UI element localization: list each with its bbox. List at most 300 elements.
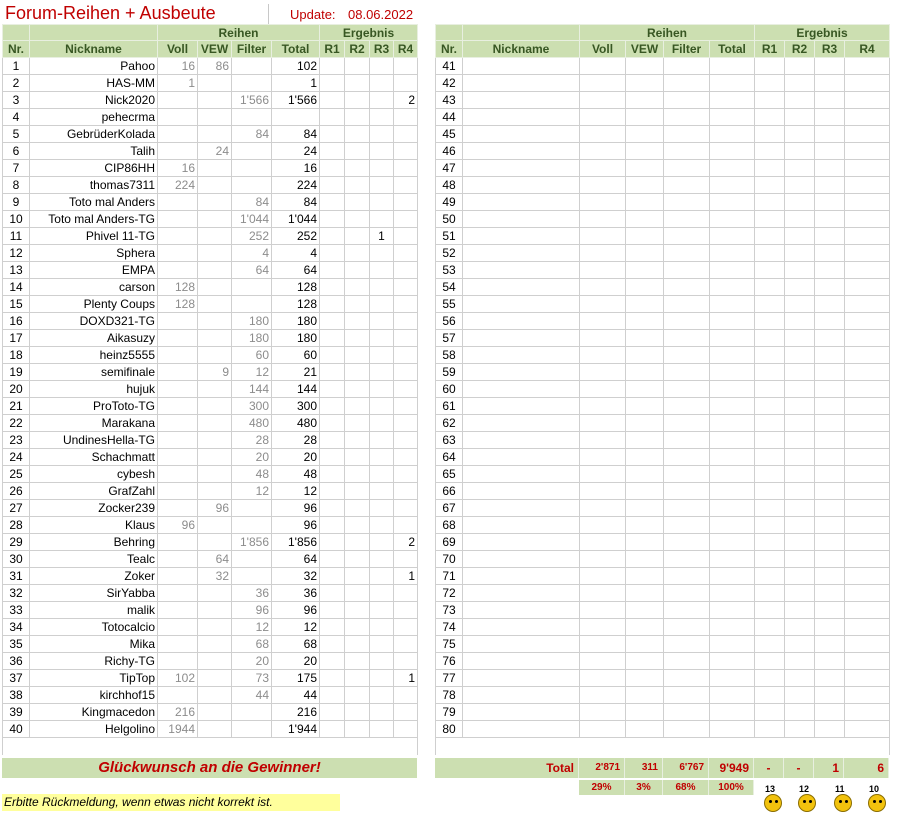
cell-empty[interactable]: [845, 245, 890, 262]
cell-empty[interactable]: [845, 670, 890, 687]
cell-filter[interactable]: 68: [232, 636, 272, 653]
cell-filter[interactable]: 12: [232, 364, 272, 381]
cell-nick[interactable]: Talih: [30, 143, 158, 160]
cell-total[interactable]: 20: [272, 449, 320, 466]
cell-empty[interactable]: [710, 602, 755, 619]
table-row[interactable]: [436, 602, 890, 619]
cell-nick[interactable]: Klaus: [30, 517, 158, 534]
cell-filter[interactable]: [232, 75, 272, 92]
cell-nick[interactable]: Nick2020: [30, 92, 158, 109]
cell-r1[interactable]: [320, 636, 345, 653]
cell-r4[interactable]: [394, 143, 418, 160]
cell-empty[interactable]: [626, 704, 664, 721]
cell-empty[interactable]: [710, 211, 755, 228]
cell-empty[interactable]: [815, 653, 845, 670]
cell-empty[interactable]: [664, 568, 710, 585]
cell-empty[interactable]: [755, 534, 785, 551]
cell-empty[interactable]: [755, 551, 785, 568]
cell-nr[interactable]: 11: [3, 228, 30, 245]
cell-empty[interactable]: [815, 364, 845, 381]
cell-empty[interactable]: [815, 279, 845, 296]
cell-empty[interactable]: [845, 398, 890, 415]
cell-filter[interactable]: [232, 568, 272, 585]
cell-empty[interactable]: [664, 466, 710, 483]
cell-voll[interactable]: 216: [158, 704, 198, 721]
cell-empty[interactable]: [664, 330, 710, 347]
cell-empty[interactable]: [626, 296, 664, 313]
cell-empty[interactable]: [580, 194, 626, 211]
cell-nr[interactable]: 13: [3, 262, 30, 279]
cell-empty[interactable]: [845, 92, 890, 109]
cell-empty[interactable]: [626, 228, 664, 245]
cell-empty[interactable]: [785, 449, 815, 466]
cell-total[interactable]: 102: [272, 58, 320, 75]
cell-r3[interactable]: [370, 330, 394, 347]
cell-empty[interactable]: [755, 177, 785, 194]
cell-r1[interactable]: [320, 58, 345, 75]
cell-r2[interactable]: [345, 381, 370, 398]
cell-empty[interactable]: [580, 704, 626, 721]
cell-empty[interactable]: [580, 551, 626, 568]
cell-empty[interactable]: [710, 398, 755, 415]
cell-empty[interactable]: [664, 364, 710, 381]
cell-empty[interactable]: [580, 432, 626, 449]
cell-empty[interactable]: [580, 228, 626, 245]
cell-filter[interactable]: 44: [232, 687, 272, 704]
cell-filter[interactable]: 28: [232, 432, 272, 449]
cell-empty[interactable]: [755, 721, 785, 738]
table-row[interactable]: [3, 619, 418, 636]
cell-empty[interactable]: [463, 245, 580, 262]
cell-total[interactable]: 44: [272, 687, 320, 704]
cell-filter[interactable]: 36: [232, 585, 272, 602]
cell-r1[interactable]: [320, 194, 345, 211]
cell-empty[interactable]: [815, 109, 845, 126]
cell-nick[interactable]: CIP86HH: [30, 160, 158, 177]
cell-empty[interactable]: [845, 466, 890, 483]
cell-voll[interactable]: [158, 466, 198, 483]
cell-vew[interactable]: [198, 296, 232, 313]
cell-vew[interactable]: [198, 517, 232, 534]
cell-empty[interactable]: [710, 483, 755, 500]
cell-vew[interactable]: [198, 704, 232, 721]
cell-empty[interactable]: [755, 245, 785, 262]
cell-nick[interactable]: Kingmacedon: [30, 704, 158, 721]
cell-r3[interactable]: [370, 347, 394, 364]
cell-empty[interactable]: [785, 160, 815, 177]
cell-empty[interactable]: [785, 381, 815, 398]
cell-filter[interactable]: 180: [232, 313, 272, 330]
cell-vew[interactable]: [198, 109, 232, 126]
cell-empty[interactable]: [785, 211, 815, 228]
cell-nick[interactable]: Richy-TG: [30, 653, 158, 670]
cell-empty[interactable]: [710, 449, 755, 466]
cell-empty[interactable]: [785, 58, 815, 75]
cell-empty[interactable]: [664, 211, 710, 228]
cell-empty[interactable]: [710, 585, 755, 602]
cell-r2[interactable]: [345, 330, 370, 347]
cell-r3[interactable]: [370, 313, 394, 330]
cell-r1[interactable]: [320, 619, 345, 636]
cell-empty[interactable]: [815, 194, 845, 211]
cell-r3[interactable]: [370, 245, 394, 262]
cell-nick[interactable]: EMPA: [30, 262, 158, 279]
cell-r2[interactable]: [345, 347, 370, 364]
cell-nr[interactable]: 41: [436, 58, 463, 75]
cell-empty[interactable]: [845, 228, 890, 245]
cell-r3[interactable]: [370, 160, 394, 177]
table-row[interactable]: [436, 109, 890, 126]
cell-nr[interactable]: 79: [436, 704, 463, 721]
cell-empty[interactable]: [626, 313, 664, 330]
table-row[interactable]: [436, 160, 890, 177]
table-row[interactable]: [3, 534, 418, 551]
cell-nick[interactable]: thomas7311: [30, 177, 158, 194]
cell-empty[interactable]: [626, 177, 664, 194]
cell-empty[interactable]: [664, 500, 710, 517]
cell-empty[interactable]: [845, 177, 890, 194]
cell-r3[interactable]: [370, 551, 394, 568]
cell-empty[interactable]: [463, 721, 580, 738]
cell-total[interactable]: 64: [272, 262, 320, 279]
table-row[interactable]: [3, 364, 418, 381]
cell-total[interactable]: 1'044: [272, 211, 320, 228]
cell-empty[interactable]: [580, 670, 626, 687]
cell-r1[interactable]: [320, 92, 345, 109]
cell-empty[interactable]: [845, 143, 890, 160]
cell-empty[interactable]: [815, 381, 845, 398]
cell-empty[interactable]: [785, 92, 815, 109]
cell-nr[interactable]: 72: [436, 585, 463, 602]
cell-r1[interactable]: [320, 704, 345, 721]
cell-nr[interactable]: 35: [3, 636, 30, 653]
cell-filter[interactable]: [232, 160, 272, 177]
cell-nick[interactable]: Behring: [30, 534, 158, 551]
cell-empty[interactable]: [580, 585, 626, 602]
cell-filter[interactable]: 64: [232, 262, 272, 279]
col-header-nr[interactable]: Nr.: [436, 41, 463, 58]
cell-empty[interactable]: [710, 619, 755, 636]
cell-nr[interactable]: 50: [436, 211, 463, 228]
cell-empty[interactable]: [626, 687, 664, 704]
cell-r2[interactable]: [345, 483, 370, 500]
cell-nr[interactable]: 12: [3, 245, 30, 262]
col-header-voll[interactable]: Voll: [158, 41, 198, 58]
table-row[interactable]: [436, 279, 890, 296]
cell-empty[interactable]: [710, 262, 755, 279]
table-row[interactable]: [3, 517, 418, 534]
cell-r2[interactable]: [345, 415, 370, 432]
cell-empty[interactable]: [815, 92, 845, 109]
cell-empty[interactable]: [626, 381, 664, 398]
cell-empty[interactable]: [785, 347, 815, 364]
cell-empty[interactable]: [785, 177, 815, 194]
cell-filter[interactable]: 96: [232, 602, 272, 619]
table-row[interactable]: [436, 687, 890, 704]
cell-filter[interactable]: [232, 109, 272, 126]
cell-nr[interactable]: 5: [3, 126, 30, 143]
col-header-voll[interactable]: Voll: [580, 41, 626, 58]
cell-nick[interactable]: hujuk: [30, 381, 158, 398]
cell-empty[interactable]: [710, 313, 755, 330]
cell-empty[interactable]: [815, 160, 845, 177]
cell-voll[interactable]: [158, 143, 198, 160]
cell-r3[interactable]: [370, 296, 394, 313]
cell-nr[interactable]: 29: [3, 534, 30, 551]
cell-total[interactable]: 1'566: [272, 92, 320, 109]
cell-empty[interactable]: [845, 483, 890, 500]
cell-r1[interactable]: [320, 160, 345, 177]
cell-r2[interactable]: [345, 432, 370, 449]
cell-empty[interactable]: [626, 534, 664, 551]
cell-r4[interactable]: [394, 432, 418, 449]
table-row[interactable]: [3, 602, 418, 619]
table-row[interactable]: [3, 228, 418, 245]
cell-empty[interactable]: [463, 313, 580, 330]
cell-empty[interactable]: [845, 364, 890, 381]
cell-empty[interactable]: [845, 415, 890, 432]
cell-vew[interactable]: [198, 466, 232, 483]
cell-r2[interactable]: [345, 500, 370, 517]
cell-voll[interactable]: [158, 347, 198, 364]
cell-nick[interactable]: malik: [30, 602, 158, 619]
cell-empty[interactable]: [755, 211, 785, 228]
col-header-r4[interactable]: R4: [394, 41, 418, 58]
cell-nr[interactable]: 39: [3, 704, 30, 721]
cell-empty[interactable]: [755, 126, 785, 143]
cell-empty[interactable]: [664, 347, 710, 364]
cell-empty[interactable]: [710, 636, 755, 653]
cell-total[interactable]: 24: [272, 143, 320, 160]
cell-empty[interactable]: [710, 466, 755, 483]
cell-empty[interactable]: [664, 109, 710, 126]
cell-filter[interactable]: 144: [232, 381, 272, 398]
cell-r3[interactable]: [370, 568, 394, 585]
cell-empty[interactable]: [815, 228, 845, 245]
table-row[interactable]: [436, 517, 890, 534]
cell-empty[interactable]: [755, 364, 785, 381]
cell-vew[interactable]: 96: [198, 500, 232, 517]
cell-r4[interactable]: [394, 279, 418, 296]
cell-nr[interactable]: 80: [436, 721, 463, 738]
cell-r2[interactable]: [345, 619, 370, 636]
cell-nr[interactable]: 26: [3, 483, 30, 500]
cell-empty[interactable]: [463, 432, 580, 449]
cell-empty[interactable]: [710, 364, 755, 381]
cell-nr[interactable]: 24: [3, 449, 30, 466]
col-header-r4[interactable]: R4: [845, 41, 890, 58]
cell-r1[interactable]: [320, 466, 345, 483]
cell-empty[interactable]: [710, 670, 755, 687]
cell-empty[interactable]: [845, 160, 890, 177]
cell-voll[interactable]: [158, 687, 198, 704]
cell-r2[interactable]: [345, 160, 370, 177]
cell-total[interactable]: 128: [272, 296, 320, 313]
cell-empty[interactable]: [785, 296, 815, 313]
cell-r1[interactable]: [320, 500, 345, 517]
cell-empty[interactable]: [785, 704, 815, 721]
cell-nr[interactable]: 63: [436, 432, 463, 449]
cell-r1[interactable]: [320, 109, 345, 126]
cell-vew[interactable]: [198, 313, 232, 330]
cell-filter[interactable]: 20: [232, 653, 272, 670]
cell-r2[interactable]: [345, 398, 370, 415]
cell-empty[interactable]: [463, 500, 580, 517]
cell-empty[interactable]: [845, 517, 890, 534]
cell-empty[interactable]: [664, 194, 710, 211]
cell-empty[interactable]: [815, 687, 845, 704]
cell-r4[interactable]: [394, 653, 418, 670]
cell-empty[interactable]: [845, 449, 890, 466]
cell-empty[interactable]: [626, 721, 664, 738]
cell-r2[interactable]: [345, 75, 370, 92]
cell-empty[interactable]: [626, 500, 664, 517]
cell-r3[interactable]: [370, 92, 394, 109]
cell-empty[interactable]: [580, 687, 626, 704]
cell-empty[interactable]: [755, 602, 785, 619]
cell-empty[interactable]: [580, 143, 626, 160]
cell-voll[interactable]: [158, 398, 198, 415]
cell-r1[interactable]: [320, 534, 345, 551]
table-row[interactable]: [436, 211, 890, 228]
cell-r2[interactable]: [345, 466, 370, 483]
cell-filter[interactable]: 252: [232, 228, 272, 245]
cell-empty[interactable]: [785, 109, 815, 126]
cell-r4[interactable]: [394, 194, 418, 211]
cell-empty[interactable]: [710, 330, 755, 347]
col-header-total[interactable]: Total: [710, 41, 755, 58]
cell-empty[interactable]: [710, 109, 755, 126]
cell-r1[interactable]: [320, 670, 345, 687]
cell-filter[interactable]: 84: [232, 126, 272, 143]
cell-nick[interactable]: Sphera: [30, 245, 158, 262]
cell-empty[interactable]: [845, 279, 890, 296]
cell-empty[interactable]: [815, 347, 845, 364]
cell-r2[interactable]: [345, 653, 370, 670]
cell-empty[interactable]: [463, 143, 580, 160]
cell-r2[interactable]: [345, 568, 370, 585]
cell-empty[interactable]: [463, 415, 580, 432]
cell-voll[interactable]: [158, 381, 198, 398]
cell-r4[interactable]: 2: [394, 92, 418, 109]
cell-nr[interactable]: 33: [3, 602, 30, 619]
cell-filter[interactable]: [232, 500, 272, 517]
cell-empty[interactable]: [664, 687, 710, 704]
cell-empty[interactable]: [626, 245, 664, 262]
cell-empty[interactable]: [626, 194, 664, 211]
cell-filter[interactable]: 300: [232, 398, 272, 415]
cell-filter[interactable]: 12: [232, 619, 272, 636]
cell-empty[interactable]: [710, 347, 755, 364]
cell-empty[interactable]: [815, 568, 845, 585]
cell-r4[interactable]: [394, 415, 418, 432]
cell-empty[interactable]: [785, 143, 815, 160]
cell-empty[interactable]: [755, 500, 785, 517]
cell-empty[interactable]: [815, 177, 845, 194]
cell-empty[interactable]: [626, 483, 664, 500]
cell-empty[interactable]: [755, 483, 785, 500]
table-row[interactable]: [3, 636, 418, 653]
cell-vew[interactable]: [198, 398, 232, 415]
cell-r4[interactable]: 2: [394, 534, 418, 551]
col-header-r3[interactable]: R3: [370, 41, 394, 58]
cell-r2[interactable]: [345, 704, 370, 721]
cell-empty[interactable]: [755, 75, 785, 92]
cell-empty[interactable]: [785, 415, 815, 432]
cell-r4[interactable]: 1: [394, 670, 418, 687]
cell-empty[interactable]: [626, 58, 664, 75]
cell-vew[interactable]: [198, 721, 232, 738]
cell-empty[interactable]: [463, 585, 580, 602]
table-row[interactable]: [3, 211, 418, 228]
cell-r1[interactable]: [320, 449, 345, 466]
cell-vew[interactable]: [198, 160, 232, 177]
cell-empty[interactable]: [626, 75, 664, 92]
cell-total[interactable]: 144: [272, 381, 320, 398]
cell-nr[interactable]: 71: [436, 568, 463, 585]
cell-nick[interactable]: Zocker239: [30, 500, 158, 517]
cell-nr[interactable]: 37: [3, 670, 30, 687]
cell-r2[interactable]: [345, 92, 370, 109]
cell-empty[interactable]: [815, 126, 845, 143]
table-row[interactable]: [436, 245, 890, 262]
cell-empty[interactable]: [463, 517, 580, 534]
cell-empty[interactable]: [845, 313, 890, 330]
table-row[interactable]: [436, 262, 890, 279]
cell-nick[interactable]: TipTop: [30, 670, 158, 687]
cell-empty[interactable]: [845, 58, 890, 75]
col-header-nickname[interactable]: Nickname: [30, 41, 158, 58]
table-row[interactable]: [436, 585, 890, 602]
cell-nr[interactable]: 46: [436, 143, 463, 160]
cell-empty[interactable]: [845, 211, 890, 228]
cell-empty[interactable]: [463, 466, 580, 483]
cell-empty[interactable]: [785, 330, 815, 347]
cell-r2[interactable]: [345, 670, 370, 687]
cell-filter[interactable]: 48: [232, 466, 272, 483]
cell-empty[interactable]: [580, 347, 626, 364]
cell-empty[interactable]: [463, 704, 580, 721]
cell-r4[interactable]: [394, 177, 418, 194]
cell-empty[interactable]: [785, 602, 815, 619]
cell-empty[interactable]: [815, 58, 845, 75]
cell-r1[interactable]: [320, 330, 345, 347]
table-row[interactable]: [436, 143, 890, 160]
cell-empty[interactable]: [755, 619, 785, 636]
cell-empty[interactable]: [710, 143, 755, 160]
cell-empty[interactable]: [664, 670, 710, 687]
cell-empty[interactable]: [580, 517, 626, 534]
cell-empty[interactable]: [580, 92, 626, 109]
table-row[interactable]: [3, 415, 418, 432]
table-row[interactable]: [436, 636, 890, 653]
col-header-total[interactable]: Total: [272, 41, 320, 58]
cell-empty[interactable]: [580, 296, 626, 313]
cell-empty[interactable]: [580, 619, 626, 636]
cell-filter[interactable]: [232, 721, 272, 738]
cell-empty[interactable]: [845, 585, 890, 602]
cell-r4[interactable]: [394, 330, 418, 347]
cell-empty[interactable]: [664, 228, 710, 245]
cell-vew[interactable]: [198, 75, 232, 92]
cell-empty[interactable]: [626, 432, 664, 449]
cell-empty[interactable]: [815, 75, 845, 92]
cell-vew[interactable]: [198, 585, 232, 602]
cell-empty[interactable]: [664, 381, 710, 398]
table-row[interactable]: [436, 653, 890, 670]
cell-nr[interactable]: 3: [3, 92, 30, 109]
cell-r4[interactable]: [394, 636, 418, 653]
